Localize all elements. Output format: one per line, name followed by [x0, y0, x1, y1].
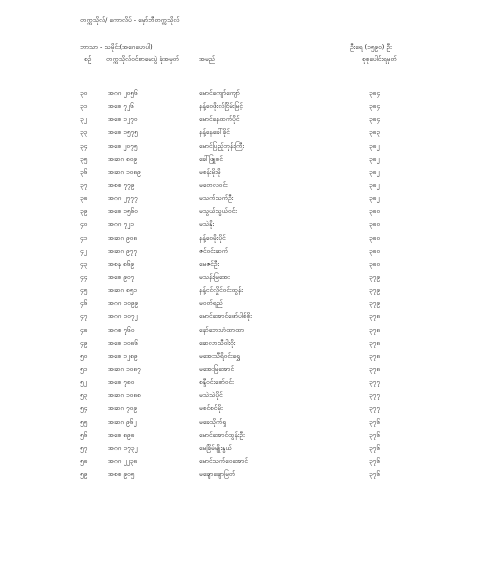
total-mark: ၃၇၇ — [369, 378, 380, 387]
table-row — [0, 258, 477, 271]
row-number: ၃၉ — [80, 207, 88, 216]
candidate-number: အစစ ၉၀၅ — [108, 470, 135, 479]
candidate-number: အဂဂ ၁၀၉၉ — [108, 299, 139, 308]
table-row — [0, 140, 477, 153]
row-number: ၃၂ — [80, 115, 87, 124]
row-number: ၅၆ — [80, 430, 88, 439]
table-row — [0, 87, 477, 100]
student-name: မောင်ကျော်ကျော် — [199, 89, 240, 97]
row-number: ၃၄ — [80, 141, 88, 150]
candidate-number: အဂဂ ၂၂၃၈ — [108, 456, 138, 465]
row-number: ၅၂ — [80, 378, 87, 387]
total-mark: ၃၈၂ — [369, 180, 380, 189]
total-mark: ၃၇၈ — [369, 312, 381, 321]
student-name: နော်ဘေးဟံထာထာ — [199, 325, 245, 334]
table-row — [0, 442, 477, 455]
student-name: မေဇင်ဦး — [199, 259, 219, 268]
table-row — [0, 468, 477, 481]
total-mark: ၃၈၂ — [369, 141, 380, 150]
candidate-number: အဆဂ ၉၀၈ — [108, 233, 138, 242]
student-name: နန့်နေခေါ်ခိုင် — [199, 128, 230, 137]
total-mark: ၃၇၈ — [369, 325, 381, 334]
row-number: ၄၆ — [80, 299, 88, 308]
row-number: ၅၄ — [80, 404, 88, 413]
student-name: မအေးမြအောင် — [199, 364, 234, 373]
student-name: မသန်းမြအေး — [199, 272, 230, 281]
total-mark: ၃၈၀ — [369, 220, 381, 229]
student-name: နန့်ဝေဖိုးလ်ငြိမ်းမြင့် — [199, 102, 243, 111]
candidate-number: အစေ ၁၅၇၅ — [108, 128, 138, 137]
row-number: ၃၀ — [80, 89, 88, 97]
candidate-number: အစေ ၁၂၈၉ — [108, 351, 138, 360]
total-mark: ၃၈၄ — [369, 89, 381, 97]
row-number: ၅၁ — [80, 364, 88, 373]
row-number: ၃၈ — [80, 194, 88, 203]
student-name: မဝတ်ရည် — [199, 299, 223, 308]
candidate-number: အစေ ၁၂၇၀ — [108, 115, 138, 124]
table-row — [0, 205, 477, 218]
student-name: မသက်သက်ဦး — [199, 194, 234, 203]
student-name: မစန်းမိုးမို — [199, 167, 221, 176]
candidate-number: အစေ ၈၉၈ — [108, 430, 135, 439]
table-row — [0, 192, 477, 205]
table-row — [0, 166, 477, 179]
total-mark: ၃၇၇ — [369, 391, 380, 400]
candidate-number: အဂဂ ၇၂၁ — [108, 220, 134, 229]
table-row — [0, 297, 477, 310]
table-row — [0, 179, 477, 192]
total-mark: ၃၈၄ — [369, 115, 381, 124]
university-line: တက္ကသိုလ်/ ကောလိပ် - မှော်ဘီတက္ကသိုလ် — [80, 16, 180, 24]
candidate-number: အစန ၈၆၉ — [108, 259, 135, 268]
row-number: ၅၃ — [80, 391, 88, 400]
table-row — [0, 350, 477, 363]
results-table — [0, 87, 477, 481]
candidate-number: အစေ ၂၀၇၅ — [108, 141, 138, 150]
student-name: မခေသိုက်ရှ — [199, 417, 227, 426]
table-row — [0, 218, 477, 231]
row-number: ၄၅ — [80, 286, 88, 295]
student-name: မစင်စင်မိုး — [199, 404, 223, 413]
student-name: မသဲနိုး — [199, 220, 215, 229]
total-mark: ၃၈၀ — [369, 259, 381, 268]
student-name: မောင်အောင်ထွန်းဦး — [199, 430, 245, 439]
total-mark: ၃၈၀ — [369, 246, 381, 255]
total-mark: ၃၇၉ — [369, 272, 380, 281]
row-number: ၄၂ — [80, 246, 87, 255]
student-name: မအေးသီရိဝင်းရွှေ — [199, 351, 240, 360]
student-name: မသဲသဲပိုင် — [199, 391, 223, 400]
row-number: ၅၉ — [80, 470, 88, 479]
row-number: ၃၃ — [80, 128, 88, 137]
row-number: ၄၁ — [80, 233, 88, 242]
student-name: နန့်ဝေမိုးပိုင် — [199, 233, 226, 242]
candidate-number: အစေ ၇၈၀ — [108, 378, 135, 387]
candidate-number: အဂဂ ၂၀၅၆ — [108, 89, 138, 97]
row-number: ၄၀ — [80, 220, 88, 229]
row-number: ၅၈ — [80, 456, 88, 465]
table-row — [0, 271, 477, 284]
candidate-number: အဂဂ ၁၀၇၂ — [108, 312, 138, 321]
total-mark: ၃၇၉ — [369, 286, 380, 295]
table-row — [0, 429, 477, 442]
row-number: ၅၇ — [80, 443, 88, 452]
total-mark: ၃၇၆ — [369, 470, 380, 479]
candidate-number: အစေ ၁၀၈၆ — [108, 338, 138, 347]
total-mark: ၃၈၂ — [369, 154, 380, 163]
total-mark: ၃၇၆ — [369, 417, 380, 426]
candidate-number: အဆဂ ၈၀၉ — [108, 154, 138, 163]
total-mark: ၃၈၀ — [369, 207, 381, 216]
candidate-number: အဂဂ ၁၇၃၂ — [108, 443, 138, 452]
row-number: ၄၄ — [80, 272, 88, 281]
row-number: ၃၁ — [80, 102, 88, 111]
row-number: ၃၇ — [80, 180, 88, 189]
subject-line: ဘာသာ - သမိုင်း(အဂေဟေပါ) — [80, 43, 153, 51]
candidate-number: အစေ ၇၂၆ — [108, 102, 134, 111]
table-row — [0, 284, 477, 297]
table-row — [0, 376, 477, 389]
student-name: စန္ဒီဝင်းစော်ဝင်း — [199, 378, 234, 387]
student-name: မောင်နေထက်ပိုင် — [199, 115, 240, 124]
table-row — [0, 416, 477, 429]
table-row — [0, 324, 477, 337]
total-mark: ၃၈၄ — [369, 102, 381, 111]
row-number: ၅၀ — [80, 351, 88, 360]
table-row — [0, 126, 477, 139]
total-mark: ၃၇၆ — [369, 443, 380, 452]
col-header-candidate: တက္ကသိုလ်ဝင်စာမေးပွဲ ခုံအမှတ် — [106, 55, 179, 63]
row-number: ၄၈ — [80, 325, 88, 334]
student-name: နန့်ငင်လှိုင်ဝင်းထွန်း — [199, 286, 243, 295]
student-name: ခေါ်ဖြူစင် — [199, 154, 223, 163]
total-mark: ၃၇၈ — [369, 338, 381, 347]
col-header-mark: စုစုပေါင်းရမှတ် — [362, 55, 397, 63]
candidate-number: အစေ ၉၀၇ — [108, 272, 135, 281]
candidate-number: အဆဂ ၁၀၈၇ — [108, 364, 141, 373]
total-mark: ၃၇၇ — [369, 404, 380, 413]
table-row — [0, 310, 477, 323]
table-row — [0, 245, 477, 258]
total-mark: ၃၇၈ — [369, 351, 381, 360]
candidate-number: အဆဂ ၉၇၇ — [108, 246, 137, 255]
table-row — [0, 232, 477, 245]
table-row — [0, 153, 477, 166]
student-name: မေခြိမ်မျိုးနွယ် — [199, 443, 232, 452]
total-mark: ၃၇၈ — [369, 364, 381, 373]
table-row — [0, 100, 477, 113]
total-count: ဦးရေ (၁၅၉၀) ဦး — [350, 43, 392, 51]
total-mark: ၃၈၂ — [369, 194, 380, 203]
row-number: ၄၇ — [80, 312, 88, 321]
candidate-number: အဆဂ ၁၀၈၉ — [108, 167, 141, 176]
total-mark: ၃၈၃ — [369, 128, 381, 137]
student-name: မတေလဝင်း — [199, 180, 228, 189]
col-header-no: စဉ် — [84, 55, 92, 63]
table-row — [0, 113, 477, 126]
candidate-number: အဂဂ ၂၇၇၇ — [108, 194, 138, 203]
total-mark: ၃၈၀ — [369, 233, 381, 242]
row-number: ၃၅ — [80, 154, 88, 163]
total-mark: ၃၇၆ — [369, 430, 380, 439]
candidate-number: အဆဂ ၈၅၁ — [108, 286, 138, 295]
row-number: ၄၉ — [80, 338, 88, 347]
candidate-number: အဆဂ ၇၀၉ — [108, 404, 137, 413]
candidate-number: အဆဂ ၉၆၂ — [108, 417, 137, 426]
table-row — [0, 389, 477, 402]
student-name: မောင်အောင်ဖော်ပါစ်စိုး — [199, 312, 252, 321]
student-name: မချောချောမြတ် — [199, 470, 236, 479]
total-mark: ၃၇၆ — [369, 456, 380, 465]
row-number: ၅၅ — [80, 417, 88, 426]
table-row — [0, 455, 477, 468]
row-number: ၄၃ — [80, 259, 88, 268]
table-row — [0, 402, 477, 415]
row-number: ၃၆ — [80, 167, 88, 176]
candidate-number: အစေ ၁၅၆၀ — [108, 207, 138, 216]
student-name: မသွယ်သွယ်ဝင်း — [199, 207, 237, 216]
student-name: မောင်သက်ဝေအောင် — [199, 456, 248, 465]
candidate-number: အဂစ ၇၆၀ — [108, 325, 135, 334]
total-mark: ၃၈၂ — [369, 167, 380, 176]
table-row — [0, 337, 477, 350]
total-mark: ၃၇၉ — [369, 299, 380, 308]
candidate-number: အဆဂ ၁၀၈၈ — [108, 391, 141, 400]
student-name: မောင်ပြည့်ဘုန်းကြီး — [199, 141, 244, 150]
student-name: ဇင်ဝင်းဆက် — [199, 246, 229, 255]
candidate-number: အစစ ၇၇၉ — [108, 180, 135, 189]
col-header-name: အမည် — [199, 55, 215, 63]
student-name: ဆေလာသီဝါးဝိုး — [199, 338, 236, 347]
table-row — [0, 363, 477, 376]
